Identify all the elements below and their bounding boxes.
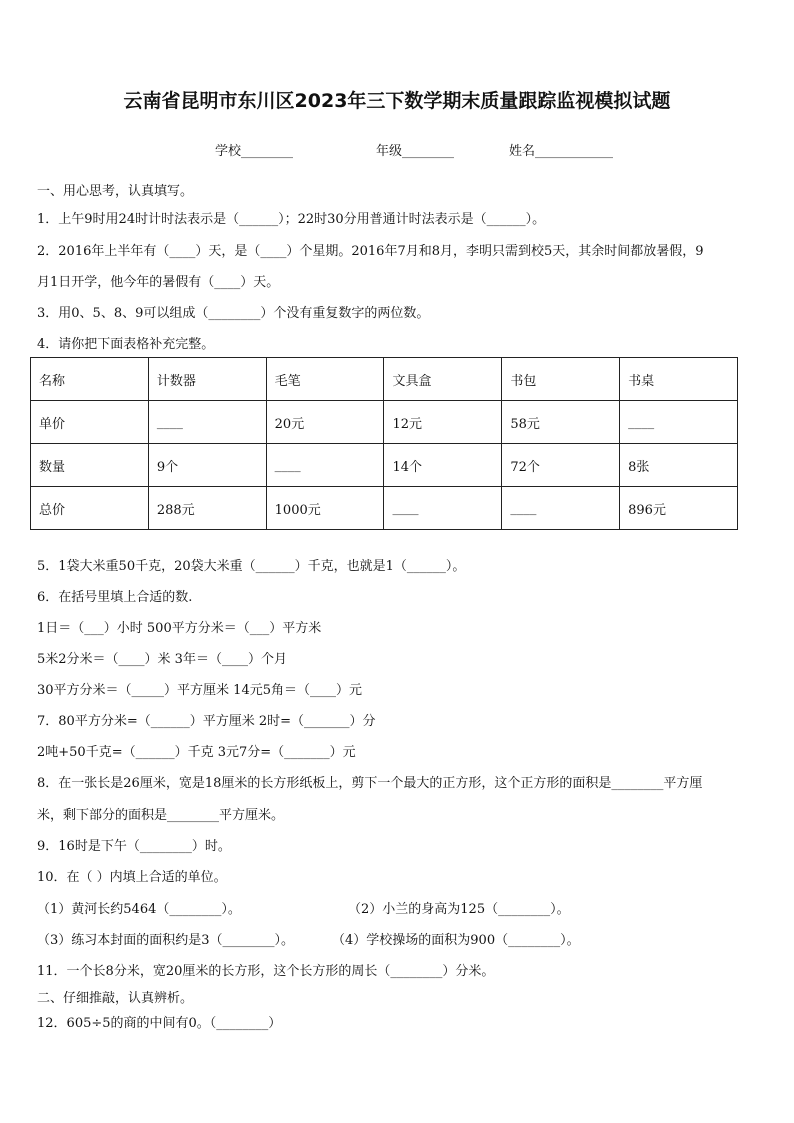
table-row — [31, 487, 738, 530]
question-4: 4．请你把下面表格补充完整。 — [37, 337, 215, 352]
question-12: 12．605÷5的商的中间有0。（________） — [37, 1016, 282, 1031]
grade-field: 年级________ — [376, 144, 455, 159]
table-cell: ____ — [384, 487, 502, 530]
page-title: 云南省昆明市东川区2023年三下数学期末质量跟踪监视模拟试题 — [123, 90, 671, 112]
table-cell: 名称 — [31, 358, 149, 401]
price-table — [30, 357, 738, 530]
question-6-row-1: 1日＝（___）小时 500平方分米＝（___）平方米 — [37, 621, 322, 636]
question-10-item-2: （2）小兰的身高为125（________）。 — [348, 902, 570, 917]
table-cell: 单价 — [31, 401, 149, 444]
question-6-row-2: 5米2分米＝（____）米 3年＝（____）个月 — [37, 652, 287, 667]
question-5: 5．1袋大米重50千克，20袋大米重（______）千克，也就是1（______）。 — [37, 559, 466, 574]
question-8-line-2: 米，剩下部分的面积是________平方厘米。 — [37, 808, 285, 823]
table-cell: 1000元 — [266, 487, 384, 530]
question-10-item-3: （3）练习本封面的面积约是3（________）。 — [37, 933, 295, 948]
question-2-line-2: 月1日开学，他今年的暑假有（____）天。 — [37, 275, 280, 290]
question-7-row-2: 2吨+50千克=（______）千克 3元7分=（_______）元 — [37, 745, 356, 760]
table-cell: 20元 — [266, 401, 384, 444]
question-9: 9．16时是下午（________）时。 — [37, 839, 231, 854]
question-2-line-1: 2．2016年上半年有（____）天，是（____）个星期。2016年7月和8月，李明只需到校5天，其余时间都放暑假，9 — [37, 244, 704, 259]
table-cell: 8张 — [620, 444, 738, 487]
question-8-line-1: 8．在一张长是26厘米，宽是18厘米的长方形纸板上，剪下一个最大的正方形，这个正方形的面积是________平方厘 — [37, 776, 703, 791]
table-cell: 12元 — [384, 401, 502, 444]
question-10-item-1: （1）黄河长约5464（________）。 — [37, 902, 241, 917]
question-10-item-4: （4）学校操场的面积为900（________）。 — [332, 933, 580, 948]
table-cell: ____ — [266, 444, 384, 487]
question-6: 6．在括号里填上合适的数. — [37, 590, 193, 605]
table-cell: 72个 — [502, 444, 620, 487]
table-cell: 288元 — [148, 487, 266, 530]
section-2-heading: 二、仔细推敲，认真辨析。 — [37, 991, 194, 1006]
question-6-row-3: 30平方分米＝（_____）平方厘米 14元5角＝（____）元 — [37, 683, 362, 698]
question-10: 10．在（ ）内填上合适的单位。 — [37, 870, 227, 885]
table-cell: 书桌 — [620, 358, 738, 401]
table-cell: ____ — [148, 401, 266, 444]
question-1: 1．上午9时用24时计时法表示是（______）；22时30分用普通计时法表示是（______）。 — [37, 212, 546, 227]
question-7-row-1: 7．80平方分米=（______）平方厘米 2时=（_______）分 — [37, 714, 376, 729]
question-11: 11．一个长8分米，宽20厘米的长方形，这个长方形的周长（________）分米。 — [37, 964, 495, 979]
table-row — [31, 358, 738, 401]
table-cell: 14个 — [384, 444, 502, 487]
question-3: 3．用0、5、8、9可以组成（________）个没有重复数字的两位数。 — [37, 306, 430, 321]
table-row — [31, 444, 738, 487]
table-cell: 58元 — [502, 401, 620, 444]
table-cell: 计数器 — [148, 358, 266, 401]
school-field: 学校________ — [215, 144, 294, 159]
table-cell: ____ — [502, 487, 620, 530]
name-field: 姓名____________ — [509, 144, 614, 159]
table-cell: 毛笔 — [266, 358, 384, 401]
table-cell: 总价 — [31, 487, 149, 530]
table-cell: 896元 — [620, 487, 738, 530]
table-cell: 文具盒 — [384, 358, 502, 401]
table-cell: ____ — [620, 401, 738, 444]
table-cell: 数量 — [31, 444, 149, 487]
table-cell: 书包 — [502, 358, 620, 401]
section-1-heading: 一、用心思考，认真填写。 — [37, 184, 194, 199]
table-row — [31, 401, 738, 444]
table-cell: 9个 — [148, 444, 266, 487]
